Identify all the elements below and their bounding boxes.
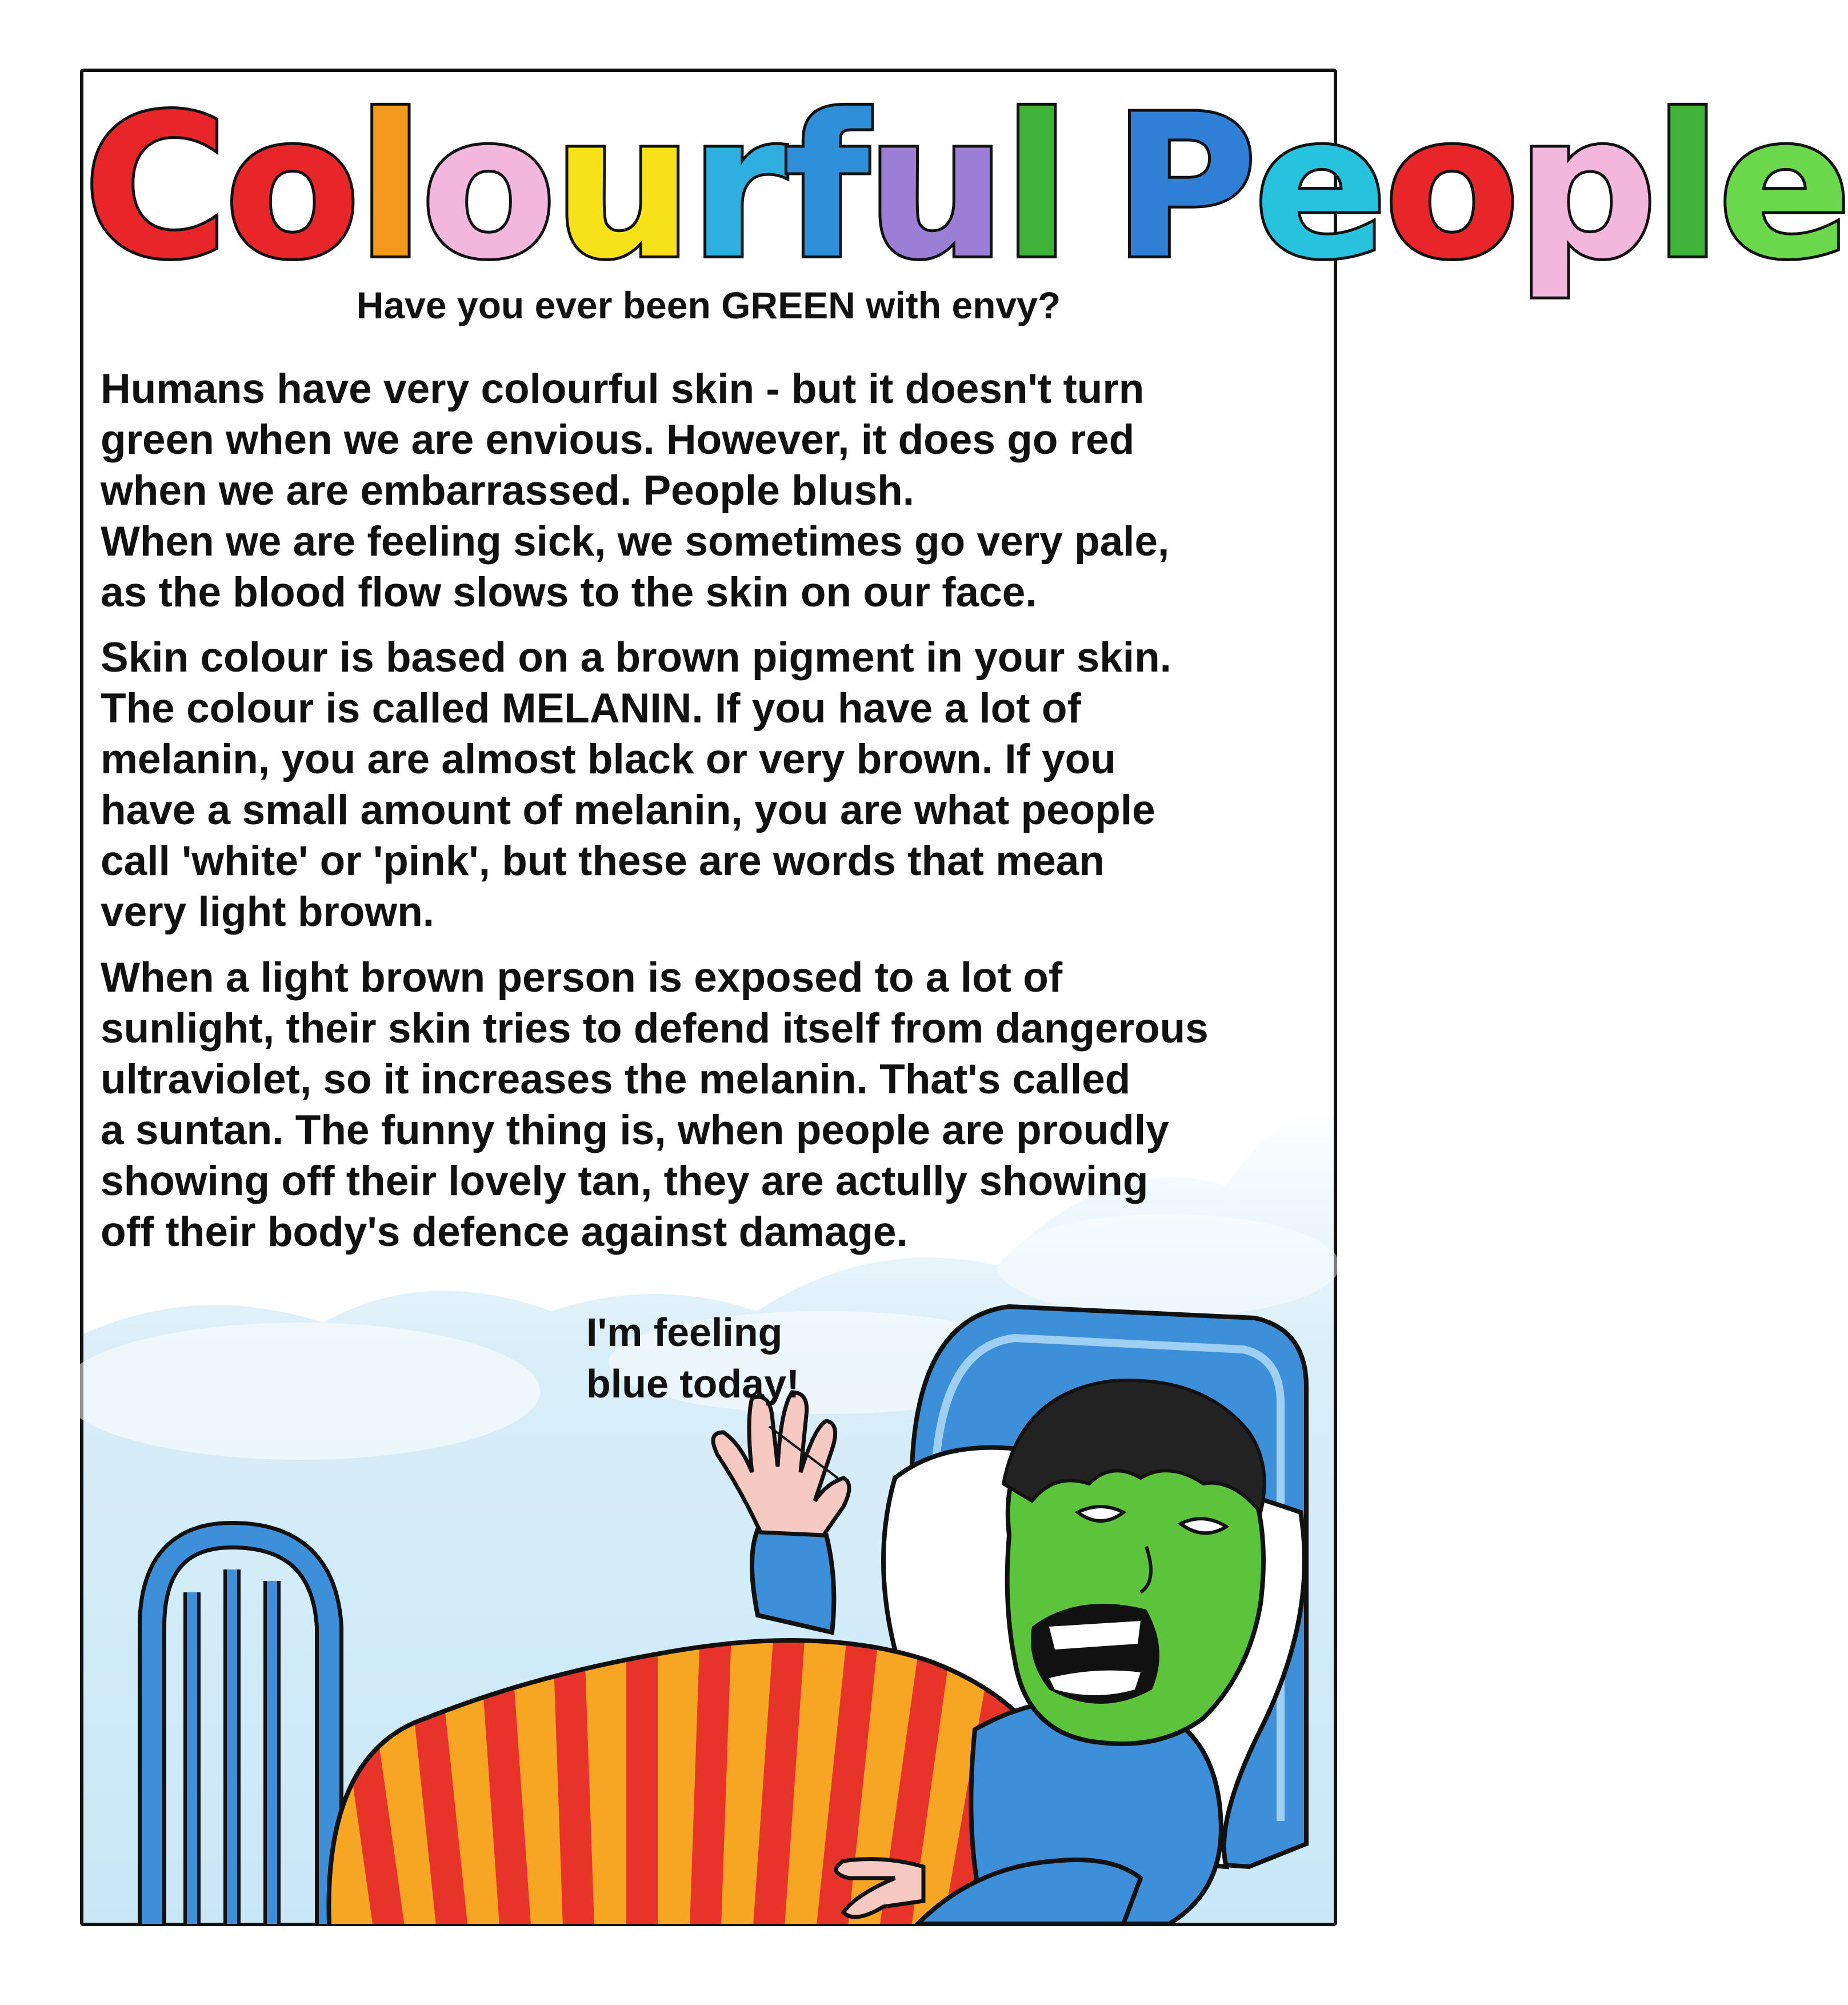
speech-line: I'm feeling — [586, 1310, 783, 1355]
subtitle: Have you ever been GREEN with envy? — [356, 284, 1061, 326]
title-letter: u — [553, 73, 690, 302]
title-letter: o — [225, 73, 357, 302]
paragraph-line: Skin colour is based on a brown pigment in your skin. — [101, 634, 1171, 681]
paragraph-line: When a light brown person is exposed to a lot of — [101, 954, 1063, 1001]
paragraph-line: Humans have very colourful skin - but it doesn't turn — [101, 366, 1145, 412]
title-letter: e — [1718, 73, 1848, 302]
page-frame — [80, 69, 1848, 1926]
title-letter: P — [1113, 73, 1254, 302]
paragraph-line: have a small amount of melanin, you are what people — [101, 787, 1155, 833]
title-letter: C — [83, 73, 225, 302]
text-layer — [83, 72, 1848, 1923]
paragraph-line: off their body's defence against damage. — [101, 1209, 908, 1255]
paragraph-line: melanin, you are almost black or very brown. If you — [101, 736, 1116, 782]
paragraph-3 — [101, 952, 1312, 1257]
paragraph-line: when we are embarrassed. People blush. — [101, 468, 915, 514]
paragraph-line: When we are feeling sick, we sometimes go very pale, — [101, 518, 1170, 565]
paragraph-line: very light brown. — [101, 889, 435, 935]
title-letter: l — [1003, 73, 1067, 302]
title-letter: e — [1254, 73, 1385, 302]
title-letter: l — [1654, 73, 1718, 302]
paragraph-2 — [101, 632, 1312, 937]
paragraph-line: call 'white' or 'pink', but these are words that mean — [101, 838, 1105, 884]
paragraph-line: ultraviolet, so it increases the melanin. That's called — [101, 1056, 1131, 1103]
title-letter: p — [1516, 73, 1654, 302]
paragraph-line: green when we are envious. However, it does go red — [101, 417, 1135, 463]
paragraph-1 — [101, 364, 1312, 618]
speech-bubble-text — [586, 1307, 799, 1409]
title-letter: o — [1384, 73, 1517, 302]
paragraph-line: as the blood flow slows to the skin on our face. — [101, 569, 1037, 616]
paragraph-line: The colour is called MELANIN. If you have a lot of — [101, 685, 1081, 732]
speech-line: blue today! — [586, 1361, 800, 1406]
title-letter: o — [421, 73, 553, 302]
title-letter: u — [866, 73, 1003, 302]
title-letter: r — [690, 73, 784, 302]
paragraph-line: a suntan. The funny thing is, when people are proudly — [101, 1107, 1169, 1153]
title-letter: l — [357, 73, 421, 302]
paragraph-line: sunlight, their skin tries to defend itself from dangerous — [101, 1005, 1209, 1052]
title-letter: f — [783, 73, 866, 302]
paragraph-line: showing off their lovely tan, they are actully showing — [101, 1158, 1149, 1204]
